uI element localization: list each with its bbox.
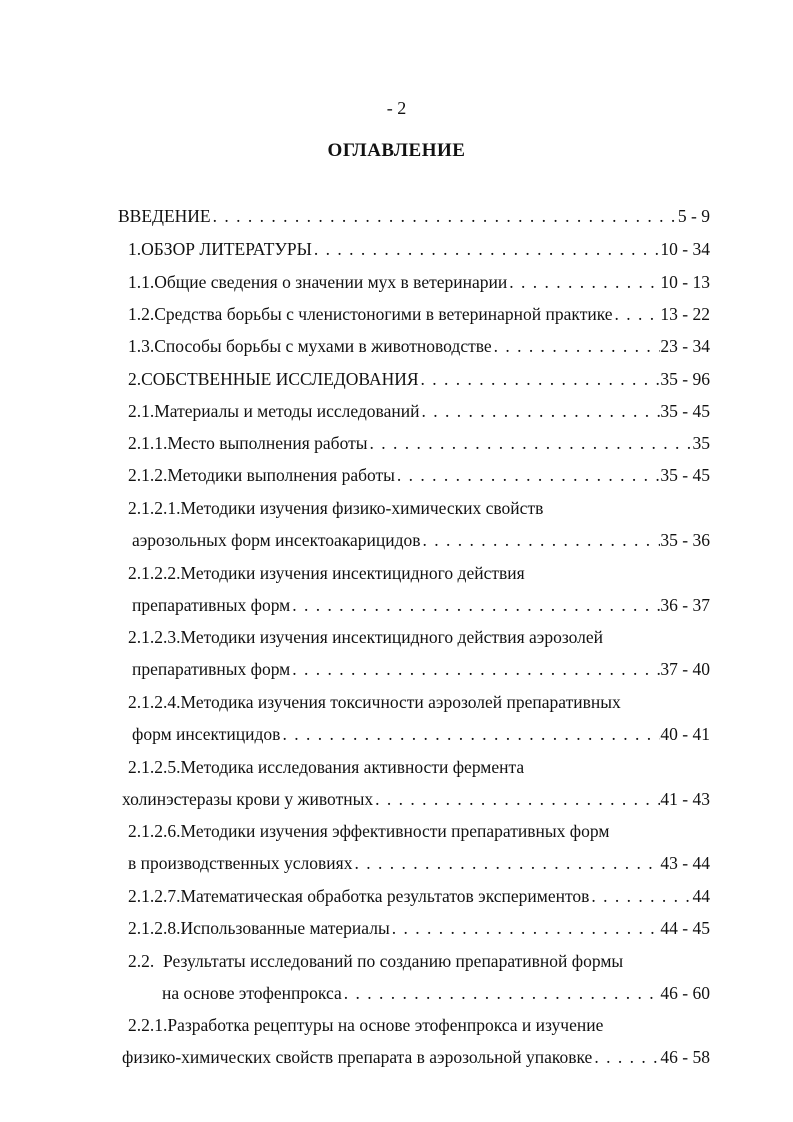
toc-entry-title: 2.1.2.2.Методики изучения инсектицидного действия (128, 563, 525, 583)
toc-entry (132, 590, 710, 620)
toc-dot-leader (211, 201, 678, 231)
toc-entry-pages: 35 - 45 (660, 401, 710, 421)
toc-entry-pages: 40 - 41 (660, 724, 710, 744)
toc-entry-title: ВВЕДЕНИЕ (118, 206, 211, 226)
toc-entry-pages: 35 - 45 (660, 465, 710, 485)
toc-dot-leader (290, 654, 660, 684)
toc-entry-title: 1.ОБЗОР ЛИТЕРАТУРЫ (128, 239, 312, 259)
toc-dot-leader (592, 1042, 660, 1072)
toc-entry-title: 1.2.Средства борьбы с членистоногими в ветеринарной практике (128, 304, 613, 324)
toc-dot-leader (390, 913, 661, 943)
toc-entry-pages: 35 - 36 (660, 530, 710, 550)
toc-entry-pages: 5 - 9 (677, 206, 710, 226)
toc-entry-title: 2.2.1.Разработка рецептуры на основе этофенпрокса и изучение (128, 1015, 604, 1035)
toc-entry-title: 2.СОБСТВЕННЫЕ ИССЛЕДОВАНИЯ (128, 369, 419, 389)
toc-entry (128, 848, 710, 878)
toc-entry (132, 654, 710, 684)
page-title: ОГЛАВЛЕНИЕ (327, 140, 466, 161)
toc-entry-title: 2.1.2.8.Использованные материалы (128, 918, 390, 938)
toc-dot-leader (290, 590, 660, 620)
toc-entry-title: 2.2. Результаты исследований по созданию препаративной формы (128, 951, 624, 971)
toc-entry-title: 2.1.2.4.Методика изучения токсичности аэрозолей препаративных (128, 692, 621, 712)
toc-entry-pages: 23 - 34 (660, 336, 710, 356)
toc-entry-title: 2.1.2.7.Математическая обработка результатов экспериментов (128, 886, 590, 906)
toc-entry-title: 2.1.2.5.Методика исследования активности фермента (128, 757, 525, 777)
toc-dot-leader (280, 719, 660, 749)
toc-entry-title: 2.1.1.Место выполнения работы (128, 433, 368, 453)
toc-entry (118, 201, 710, 231)
toc-dot-leader (492, 331, 661, 361)
toc-dot-leader (368, 428, 693, 458)
toc-entry-pages: 35 - 96 (660, 369, 710, 389)
toc-entry (128, 881, 710, 911)
toc-entry (132, 525, 710, 555)
toc-entry (128, 428, 710, 458)
toc-entry-pages: 10 - 34 (660, 239, 710, 259)
toc-entry-pages: 41 - 43 (660, 789, 710, 809)
toc-entry-title: 2.1.2.6.Методики изучения эффективности препаративных форм (128, 821, 610, 841)
toc-dot-leader (507, 267, 660, 297)
toc-dot-leader (613, 299, 661, 329)
toc-entry-pages: 43 - 44 (660, 853, 710, 873)
toc-entry-pages: 44 (692, 886, 710, 906)
toc-entry (122, 1042, 710, 1072)
toc-entry-title: аэрозольных форм инсектоакарицидов (132, 530, 421, 550)
toc-dot-leader (589, 881, 692, 911)
toc-dot-leader (373, 784, 660, 814)
toc-entry (132, 719, 710, 749)
toc-entry-title: форм инсектицидов (132, 724, 281, 744)
toc-entry (162, 978, 710, 1008)
toc-entry-title: препаративных форм (132, 595, 291, 615)
toc-entry-title: 2.1.2.3.Методики изучения инсектицидного действия аэрозолей (128, 627, 604, 647)
toc-entry-title: препаративных форм (132, 659, 291, 679)
toc-entry-title: 1.1.Общие сведения о значении мух в ветеринарии (128, 272, 508, 292)
toc-entry-pages: 46 - 58 (660, 1047, 710, 1067)
toc-entry-pages: 46 - 60 (660, 983, 710, 1003)
toc-dot-leader (421, 525, 661, 555)
toc-dot-leader (419, 364, 661, 394)
toc-dot-leader (419, 396, 660, 426)
toc-entry-title: в производственных условиях (128, 853, 353, 873)
toc-entry-title: холинэстеразы крови у животных (122, 789, 374, 809)
toc-entry (128, 396, 710, 426)
toc-entry-pages: 10 - 13 (660, 272, 710, 292)
toc-dot-leader (395, 460, 661, 490)
toc-entry-pages: 36 - 37 (660, 595, 710, 615)
toc-entry-title: 1.3.Способы борьбы с мухами в животноводстве (128, 336, 492, 356)
toc-entry (128, 460, 710, 490)
toc-entry-pages: 13 - 22 (660, 304, 710, 324)
toc-entry (128, 364, 710, 394)
toc-dot-leader (312, 234, 661, 264)
toc-entry-pages: 35 (692, 433, 710, 453)
toc-entry (128, 913, 710, 943)
toc-entry-pages: 37 - 40 (660, 659, 710, 679)
toc-entry (128, 234, 710, 264)
toc-entry-pages: 44 - 45 (660, 918, 710, 938)
toc-entry-title: 2.1.2.Методики выполнения работы (128, 465, 395, 485)
page-number: - 2 (386, 98, 407, 118)
toc-dot-leader (342, 978, 661, 1008)
toc-entry-title: физико-химических свойств препарата в аэрозольной упаковке (122, 1047, 593, 1067)
toc-entry (128, 331, 710, 361)
toc-entry (122, 784, 710, 814)
toc-entry-title: 2.1.Материалы и методы исследований (128, 401, 420, 421)
toc-dot-leader (352, 848, 660, 878)
toc-entry (128, 267, 710, 297)
toc-entry (128, 299, 710, 329)
toc-entry-title: 2.1.2.1.Методики изучения физико-химических свойств (128, 498, 544, 518)
toc-entry-title: на основе этофенпрокса (162, 983, 342, 1003)
